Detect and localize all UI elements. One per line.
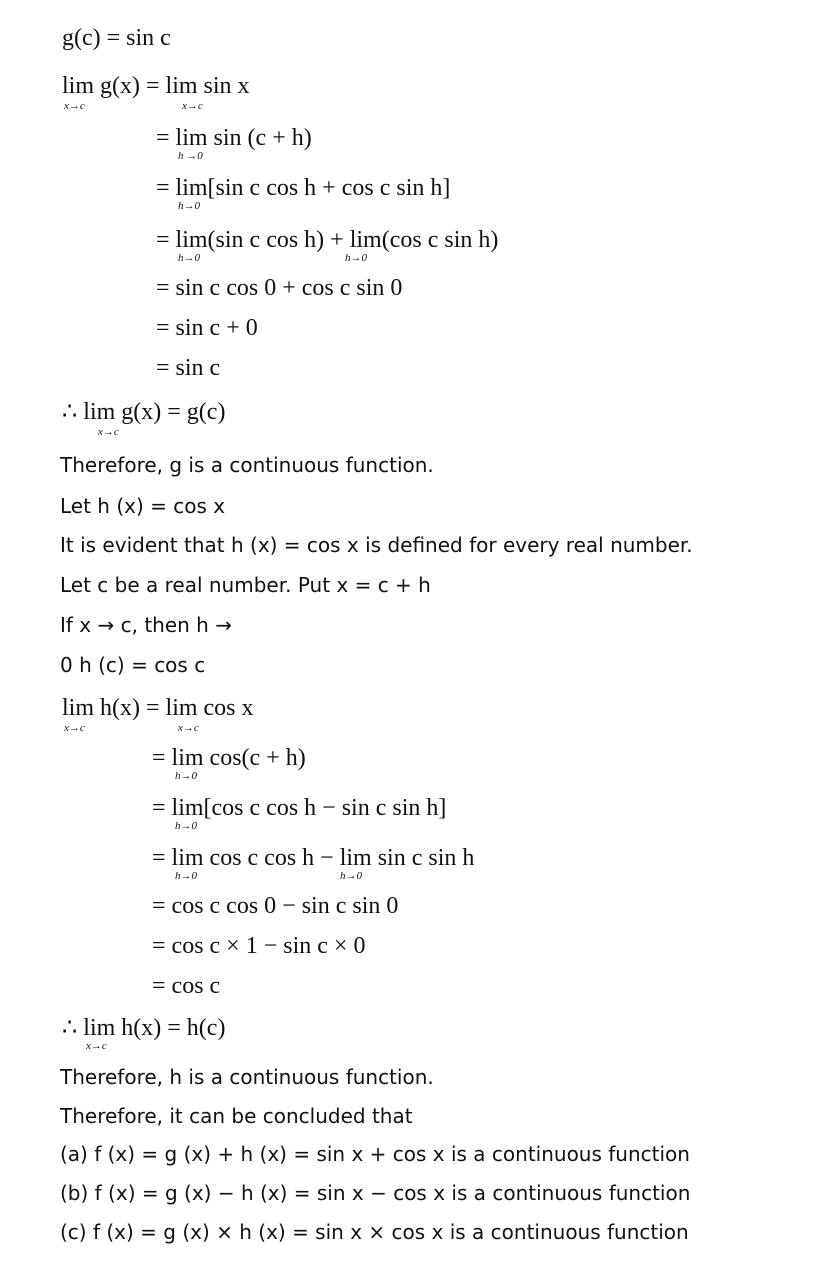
g-limit-sub-left: x→c bbox=[64, 100, 85, 112]
h-step-split-sub-right: h→0 bbox=[340, 870, 362, 882]
h-step-expand-sub: h→0 bbox=[175, 820, 197, 832]
conclusion-c: (c) f (x) = g (x) × h (x) = sin x × cos x is a continuous function bbox=[60, 1220, 689, 1244]
h-step-expand: = lim[cos c cos h − sin c sin h] bbox=[152, 795, 447, 821]
h-step-substitute-sub: h→0 bbox=[175, 770, 197, 782]
conclusion-a: (a) f (x) = g (x) + h (x) = sin x + cos x is a continuous function bbox=[60, 1142, 690, 1166]
g-limit-sub-right: x→c bbox=[182, 100, 203, 112]
h-defined-text: It is evident that h (x) = cos x is defined for every real number. bbox=[60, 533, 693, 557]
g-step-evaluate: = sin c cos 0 + cos c sin 0 bbox=[156, 275, 403, 301]
if-x-text: If x → c, then h → bbox=[60, 613, 232, 637]
h-step-split-sub-left: h→0 bbox=[175, 870, 197, 882]
g-conclusion-sub: x→c bbox=[98, 426, 119, 438]
g-step-split-sub-left: h→0 bbox=[178, 252, 200, 264]
h-step-evaluate: = cos c cos 0 − sin c sin 0 bbox=[152, 893, 399, 919]
h-step-split: = lim cos c cos h − lim sin c sin h bbox=[152, 845, 475, 871]
h-step-substitute: = lim cos(c + h) bbox=[152, 745, 306, 771]
g-step-split-sub-right: h→0 bbox=[345, 252, 367, 264]
g-step-expand-sub: h→0 bbox=[178, 200, 200, 212]
h-step-result: = cos c bbox=[152, 973, 221, 999]
g-step-substitute: = lim sin (c + h) bbox=[156, 125, 312, 151]
conclusion-intro-text: Therefore, it can be concluded that bbox=[60, 1104, 413, 1128]
g-step-split: = lim(sin c cos h) + lim(cos c sin h) bbox=[156, 227, 499, 253]
h-conclusion-sub: x→c bbox=[86, 1040, 107, 1052]
conclusion-b: (b) f (x) = g (x) − h (x) = sin x − cos x is a continuous function bbox=[60, 1181, 691, 1205]
g-continuous-text: Therefore, g is a continuous function. bbox=[60, 453, 434, 477]
h-at-c-text: 0 h (c) = cos c bbox=[60, 653, 206, 677]
g-step-substitute-sub: h →0 bbox=[178, 150, 203, 162]
h-def-text: Let h (x) = cos x bbox=[60, 494, 226, 518]
g-def: g(c) = sin c bbox=[62, 25, 171, 51]
h-conclusion: ∴ lim h(x) = h(c) bbox=[62, 1015, 226, 1041]
h-limit-sub-right: x→c bbox=[178, 722, 199, 734]
g-step-result: = sin c bbox=[156, 355, 221, 381]
g-step-expand: = lim[sin c cos h + cos c sin h] bbox=[156, 175, 451, 201]
g-limit-line: lim g(x) = lim sin x bbox=[62, 73, 250, 99]
let-c-text: Let c be a real number. Put x = c + h bbox=[60, 573, 431, 597]
h-continuous-text: Therefore, h is a continuous function. bbox=[60, 1065, 434, 1089]
h-step-multiply: = cos c × 1 − sin c × 0 bbox=[152, 933, 366, 959]
g-conclusion: ∴ lim g(x) = g(c) bbox=[62, 399, 226, 425]
g-step-simplify: = sin c + 0 bbox=[156, 315, 258, 341]
h-limit-line: lim h(x) = lim cos x bbox=[62, 695, 254, 721]
h-limit-sub-left: x→c bbox=[64, 722, 85, 734]
